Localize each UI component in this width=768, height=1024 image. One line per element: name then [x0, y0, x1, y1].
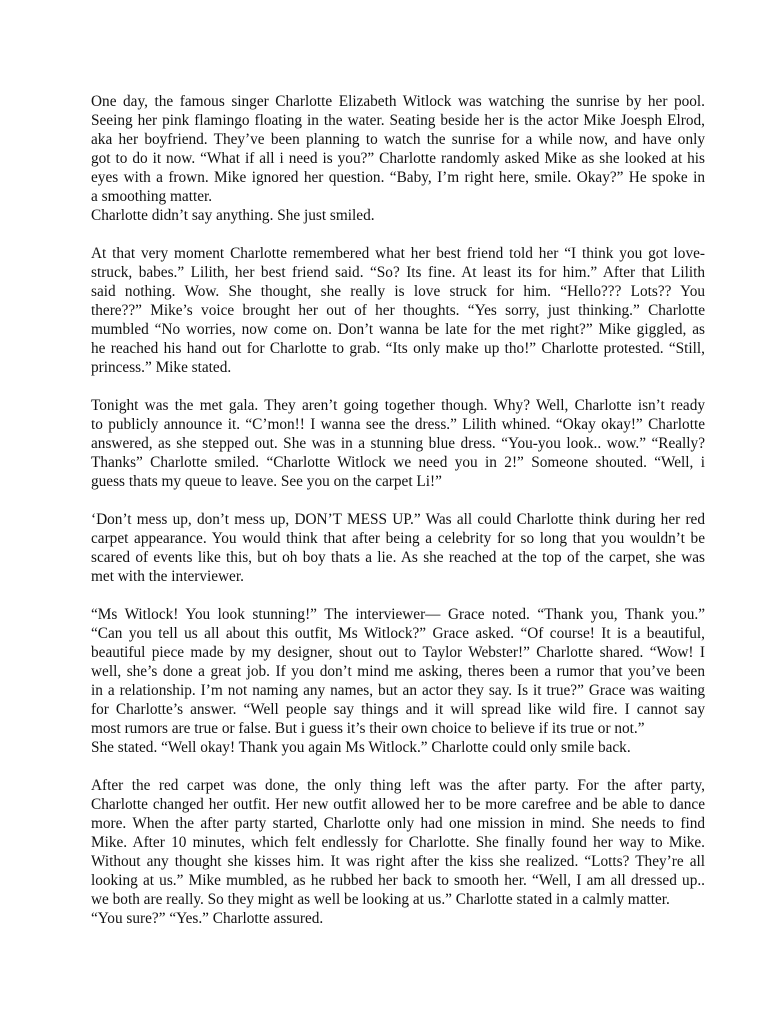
paragraph: [91, 244, 705, 377]
text-line: Thanks” Charlotte smiled. “Charlotte Witlock we need you in 2!” Someone shouted. “Well, i: [91, 454, 705, 471]
text-line: we both are really. So they might as well be looking at us.” Charlotte stated in a calmly matter.: [91, 891, 670, 908]
text-line: ‘Don’t mess up, don’t mess up, DON’T MESS UP.” Was all could Charlotte think during her red: [91, 511, 705, 528]
text-line: Charlotte changed her outfit. Her new outfit allowed her to be more carefree and be able to dance: [91, 796, 705, 813]
text-line: Charlotte didn’t say anything. She just smiled.: [91, 207, 375, 224]
text-line: there??” Mike’s voice brought her out of her thoughts. “Yes sorry, just thinking.” Charlotte: [91, 302, 705, 319]
text-line: to publicly announce it. “C’mon!! I wanna see the dress.” Lilith whined. “Okay okay!” Charlotte: [91, 416, 705, 433]
text-line: beautiful piece made by my designer, shout out to Taylor Webster!” Charlotte shared. “Wow! I: [91, 644, 705, 661]
text-line: said nothing. Wow. She thought, she really is love struck for him. “Hello??? Lots?? You: [91, 283, 705, 300]
text-line: scared of events like this, but oh boy thats a lie. As she reached at the top of the carpet, she was: [91, 549, 705, 566]
text-line: She stated. “Well okay! Thank you again Ms Witlock.” Charlotte could only smile back.: [91, 739, 631, 756]
text-line: “Can you tell us all about this outfit, Ms Witlock?” Grace asked. “Of course! It is a beautiful,: [91, 625, 705, 642]
text-line: “Ms Witlock! You look stunning!” The interviewer— Grace noted. “Thank you, Thank you.”: [91, 606, 705, 623]
text-line: looking at us.” Mike mumbled, as he rubbed her back to smooth her. “Well, I am all dressed up..: [91, 872, 705, 889]
text-line: princess.” Mike stated.: [91, 359, 232, 376]
text-line: eyes with a frown. Mike ignored her question. “Baby, I’m right here, smile. Okay?” He spoke in: [91, 169, 705, 186]
text-line: Without any thought she kisses him. It was right after the kiss she realized. “Lotts? They’re all: [91, 853, 705, 870]
text-line: mumbled “No worries, now come on. Don’t wanna be late for the met right?” Mike giggled, as: [91, 321, 705, 338]
paragraph: [91, 605, 705, 757]
text-line: “You sure?” “Yes.” Charlotte assured.: [91, 910, 324, 927]
paragraph: [91, 92, 705, 225]
text-line: he reached his hand out for Charlotte to grab. “Its only make up tho!” Charlotte protested. “Still,: [91, 340, 705, 357]
text-line: met with the interviewer.: [91, 568, 244, 585]
text-line: in a relationship. I’m not naming any names, but an actor they say. Is it true?” Grace was waiting: [91, 682, 705, 699]
text-line: Seeing her pink flamingo floating in the water. Seating beside her is the actor Mike Joesph Elrod,: [91, 112, 705, 129]
text-line: well, she’s done a great job. If you don’t mind me asking, theres been a rumor that you’ve been: [91, 663, 705, 680]
text-line: aka her boyfriend. They’ve been planning to watch the sunrise for a while now, and have only: [91, 131, 705, 148]
text-line: After the red carpet was done, the only thing left was the after party. For the after party,: [91, 777, 705, 794]
text-line: a smoothing matter.: [91, 188, 213, 205]
text-line: more. When the after party started, Charlotte only had one mission in mind. She needs to find: [91, 815, 705, 832]
text-line: Tonight was the met gala. They aren’t going together though. Why? Well, Charlotte isn’t ready: [91, 397, 705, 414]
text-line: One day, the famous singer Charlotte Elizabeth Witlock was watching the sunrise by her pool.: [91, 93, 705, 110]
text-line: most rumors are true or false. But i guess it’s their own choice to believe if its true or not.”: [91, 720, 645, 737]
text-line: At that very moment Charlotte remembered what her best friend told her “I think you got love-: [91, 245, 705, 262]
text-line: got to do it now. “What if all i need is you?” Charlotte randomly asked Mike as she looked at his: [91, 150, 705, 167]
paragraph: [91, 510, 705, 586]
text-line: carpet appearance. You would think that after being a celebrity for so long that you wouldn’t be: [91, 530, 705, 547]
paragraph: [91, 776, 705, 928]
text-line: guess thats my queue to leave. See you on the carpet Li!”: [91, 473, 442, 490]
text-line: for Charlotte’s answer. “Well people say things and it will spread like wild fire. I cannot say: [91, 701, 705, 718]
text-line: struck, babes.” Lilith, her best friend said. “So? Its fine. At least its for him.” After that Lilith: [91, 264, 705, 281]
text-line: answered, as she stepped out. She was in a stunning blue dress. “You-you look.. wow.” “Really?: [91, 435, 705, 452]
paragraph: [91, 396, 705, 491]
text-line: Mike. After 10 minutes, which felt endlessly for Charlotte. She finally found her way to Mike.: [91, 834, 705, 851]
